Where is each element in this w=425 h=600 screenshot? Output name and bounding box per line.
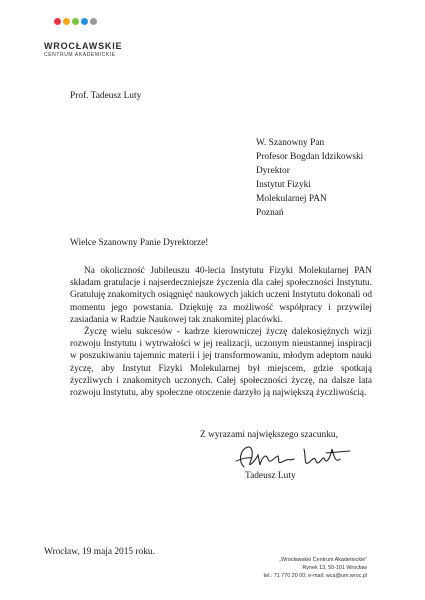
footer-address: Rynek 13, 50-101 Wrocław bbox=[302, 564, 367, 571]
logo-subtitle: CENTRUM AKADEMICKIE bbox=[44, 52, 116, 58]
footer-org-name: „Wrocławskie Centrum Akademickie” bbox=[279, 557, 367, 563]
recipient-line: Poznań bbox=[256, 208, 284, 218]
signatory-name: Tadeusz Luty bbox=[245, 471, 296, 481]
logo-dot bbox=[63, 18, 70, 25]
logo-dots-graphic bbox=[44, 14, 164, 28]
recipient-line: Dyrektor bbox=[256, 166, 290, 176]
salutation: Wielce Szanowny Panie Dyrektorze! bbox=[70, 238, 209, 248]
handwritten-signature bbox=[232, 439, 362, 473]
organization-logo bbox=[44, 14, 164, 58]
footer-contact-details: tel.: 71 770 20 00; e-mail: wca@um.wroc.pl bbox=[263, 572, 367, 579]
body-paragraph-2: Życzę wielu sukcesów - kadrze kierowniczej życzę dalekosiężnych wizji rozwoju Instytutu i wytrwałości w jej realizacji, uczonym nieustannej inspiracji w poszukiwaniu tajemnic materii i jej transformowaniu, młodym adeptom nauki życzę, aby Instytut Fizyki Molekularnej był miejscem, gdzie spotkają życzliwych i znakomitych uczonych. Całej społeczności życzę, na dalsze lata rozwoju Instytutu, aby społeczne otoczenie darzyło ją największą życzliwością. bbox=[70, 327, 372, 399]
logo-name: WROCŁAWSKIE bbox=[44, 41, 123, 51]
recipient-line: Molekularnej PAN bbox=[256, 194, 327, 204]
footer-contact bbox=[264, 557, 367, 580]
recipient-line: W. Szanowny Pan bbox=[256, 138, 325, 148]
body-paragraph-1: Na okoliczność Jubileuszu 40-lecia Instytutu Fizyki Molekularnej PAN składam gratulacje i najserdeczniejsze życzenia dla całej społeczności Instytutu. Gratuluję znakomitych osiągnięć naukowych jakich uczeni Instytutu dokonali od momentu jego powstania. Dziękuję za możliwość współpracy i przywilej zasiadania w Radzie Naukowej tak znakomitej placówki. bbox=[70, 266, 372, 325]
recipient-line: Profesor Bogdan Idzikowski bbox=[256, 152, 364, 162]
logo-dot bbox=[72, 18, 79, 25]
sender-name: Prof. Tadeusz Luty bbox=[70, 91, 142, 101]
logo-dot bbox=[54, 18, 61, 25]
closing-phrase: Z wyrazami największego szacunku, bbox=[200, 430, 338, 440]
logo-dot bbox=[90, 18, 97, 25]
recipient-line: Instytut Fizyki bbox=[256, 180, 311, 190]
logo-dot bbox=[81, 18, 88, 25]
place-and-date: Wrocław, 19 maja 2015 roku. bbox=[44, 547, 155, 557]
